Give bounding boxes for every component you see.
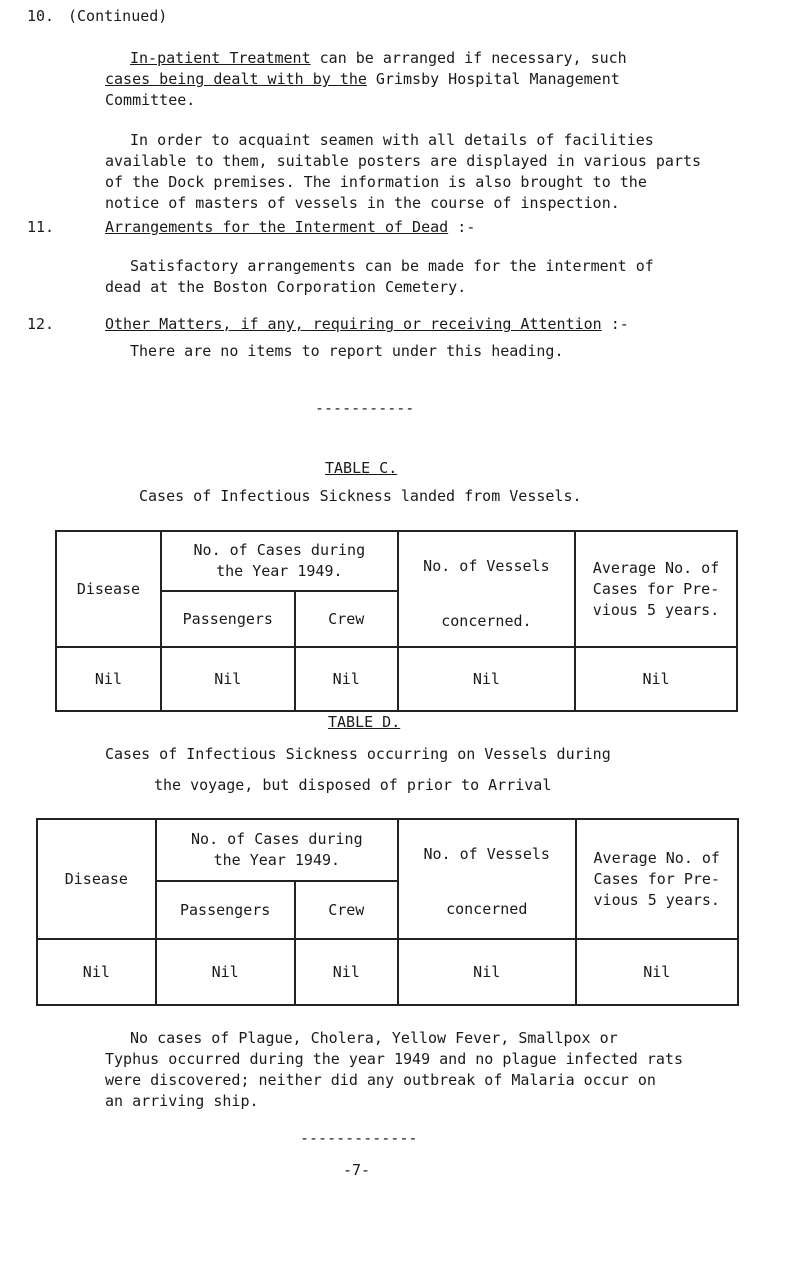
page-number: -7-	[343, 1161, 371, 1179]
table-cell: Nil	[295, 647, 398, 711]
table-d-subtitle-1: Cases of Infectious Sickness occurring on Vessels during	[105, 745, 611, 763]
table-c-header-disease: Disease	[56, 531, 161, 647]
table-d-header-passengers: Passengers	[156, 881, 295, 939]
inpatient-heading: In-patient Treatment	[130, 49, 311, 67]
closing-note: No cases of Plague, Cholera, Yellow Fever, Smallpox or Typhus occurred during the year 1949 and no plague infected rats were discovered; neither did any outbreak of Malaria occur on an arriving ship.	[105, 1029, 683, 1110]
table-cell: Nil	[295, 939, 398, 1005]
table-cell: Nil	[575, 647, 737, 711]
item-11-number: 11.	[27, 218, 55, 236]
table-d-header-crew: Crew	[295, 881, 398, 939]
table-cell: Nil	[161, 647, 295, 711]
table-cell: Nil	[156, 939, 295, 1005]
item-12-number: 12.	[27, 315, 55, 333]
table-cell: Nil	[56, 647, 161, 711]
inpatient-line-3: Committee.	[105, 91, 196, 109]
separator-line: -------------	[300, 1129, 418, 1147]
table-c-header-passengers: Passengers	[161, 591, 295, 647]
table-c-header-crew: Crew	[295, 591, 398, 647]
item-12-heading-line: Other Matters, if any, requiring or receiving Attention :-	[105, 315, 629, 333]
inpatient-line-2: cases being dealt with by the Grimsby Hospital Management	[105, 70, 620, 88]
table-d-title: TABLE D.	[328, 713, 401, 731]
acquaint-paragraph: In order to acquaint seamen with all details of facilities available to them, suitable posters are displayed in various parts of the Dock premises. The information is also brought to the notice of masters of vessels in the course of inspection.	[105, 131, 702, 212]
table-row	[37, 939, 738, 1005]
table-row	[56, 647, 737, 711]
table-d-header-disease: Disease	[37, 819, 156, 939]
item-11-heading: Arrangements for the Interment of Dead	[105, 218, 449, 236]
inpatient-line-1: In-patient Treatment can be arranged if necessary, such	[130, 49, 627, 67]
table-d	[36, 818, 739, 1006]
item-12-body: There are no items to report under this heading.	[130, 342, 564, 360]
table-cell: Nil	[398, 647, 575, 711]
item-11-body: Satisfactory arrangements can be made for the interment of dead at the Boston Corporation Cemetery.	[105, 257, 654, 296]
item-11-heading-line: Arrangements for the Interment of Dead :-	[105, 218, 476, 236]
table-c-title: TABLE C.	[325, 459, 398, 477]
table-d-header-vessels: No. of Vessels concerned	[398, 819, 576, 939]
table-c-header-vessels: No. of Vessels concerned.	[398, 531, 575, 647]
table-d-subtitle-2: the voyage, but disposed of prior to Arrival	[154, 776, 552, 794]
table-cell: Nil	[37, 939, 156, 1005]
table-c	[55, 530, 738, 712]
table-c-header-cases-during: No. of Cases during the Year 1949.	[161, 531, 398, 591]
table-c-header-average: Average No. of Cases for Pre- vious 5 years.	[575, 531, 737, 647]
table-cell: Nil	[398, 939, 576, 1005]
table-c-subtitle: Cases of Infectious Sickness landed from Vessels.	[139, 487, 582, 505]
section-continued: (Continued)	[68, 7, 168, 25]
item-12-heading: Other Matters, if any, requiring or receiving Attention	[105, 315, 602, 333]
table-d-header-cases-during: No. of Cases during the Year 1949.	[156, 819, 398, 881]
table-d-header-average: Average No. of Cases for Pre- vious 5 years.	[576, 819, 739, 939]
separator-line: -----------	[315, 399, 415, 417]
table-cell: Nil	[576, 939, 739, 1005]
section-number: 10.	[27, 7, 55, 25]
